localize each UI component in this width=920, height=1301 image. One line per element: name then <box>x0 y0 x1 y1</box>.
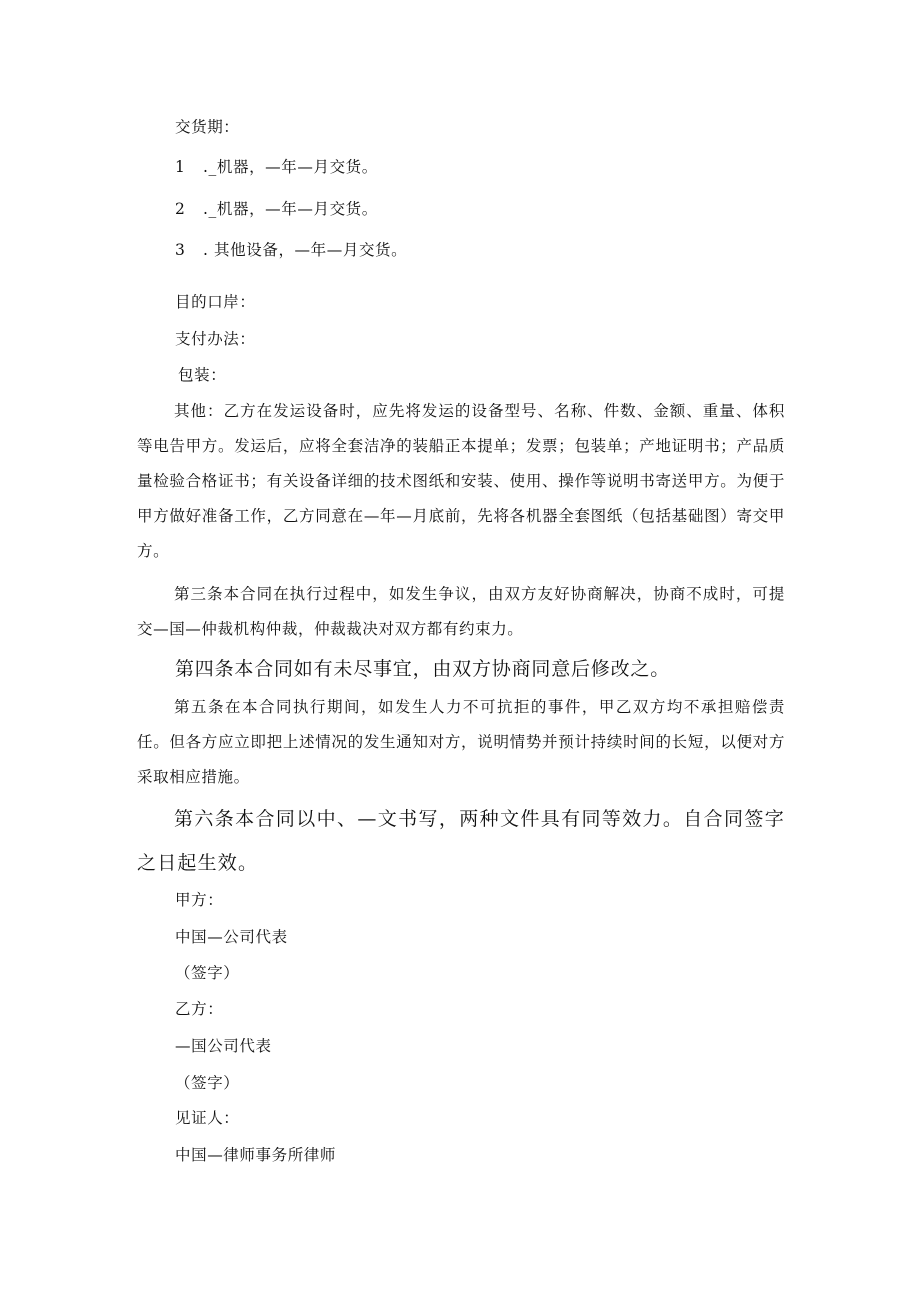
delivery-heading: 交货期： <box>175 118 240 136</box>
article-four: 第四条本合同如有未尽事宜，由双方协商同意后修改之。 <box>175 658 671 680</box>
delivery-item <box>175 199 378 219</box>
payment-label: 支付办法： <box>175 330 256 348</box>
delivery-item-text: . 其他设备，—年—月交货。 <box>203 241 408 259</box>
party-b-signature: （签字） <box>175 1074 240 1092</box>
party-b-label: 乙方： <box>175 1000 224 1018</box>
delivery-item-text: ._机器，—年—月交货。 <box>203 158 378 176</box>
article-five: 第五条在本合同执行期间，如发生人力不可抗拒的事件，甲乙双方均不承担赔偿责任。但各方应立即把上述情况的发生通知对方，说明情势并预计持续时间的长短，以便对方采取相应措施。 <box>137 698 785 786</box>
delivery-item <box>175 157 378 177</box>
witness-name: 中国—律师事务所律师 <box>175 1146 337 1164</box>
other-paragraph: 其他：乙方在发运设备时，应先将发运的设备型号、名称、件数、金额、重量、体积等电告甲方。发运后，应将全套洁净的装船正本提单；发票；包装单；产地证明书；产品质量检验合格证书；有关设备详细的技术图纸和安装、使用、操作等说明书寄送甲方。为便于甲方做好准备工作，乙方同意在—年—月底前，先将各机器全套图纸（包括基础图）寄交甲方。 <box>137 402 785 560</box>
party-a-label: 甲方： <box>175 891 224 909</box>
article-six: 第六条本合同以中、—文书写，两种文件具有同等效力。自合同签字之日起生效。 <box>137 808 785 874</box>
witness-label: 见证人： <box>175 1109 240 1127</box>
party-b-representative: —国公司代表 <box>175 1037 272 1055</box>
article-three: 第三条本合同在执行过程中，如发生争议，由双方友好协商解决，协商不成时，可提交—国—仲裁机构仲裁，仲裁裁决对双方都有约束力。 <box>137 585 785 638</box>
delivery-item-number: 2 <box>175 200 186 218</box>
delivery-item-text: ._机器，—年—月交货。 <box>203 200 378 218</box>
port-label: 目的口岸： <box>175 293 256 311</box>
delivery-item-number: 3 <box>175 241 186 259</box>
party-a-representative: 中国—公司代表 <box>175 928 288 946</box>
packing-label: 包装： <box>178 366 227 384</box>
delivery-item-number: 1 <box>175 158 186 176</box>
delivery-item <box>175 240 407 260</box>
party-a-signature: （签字） <box>175 964 240 982</box>
